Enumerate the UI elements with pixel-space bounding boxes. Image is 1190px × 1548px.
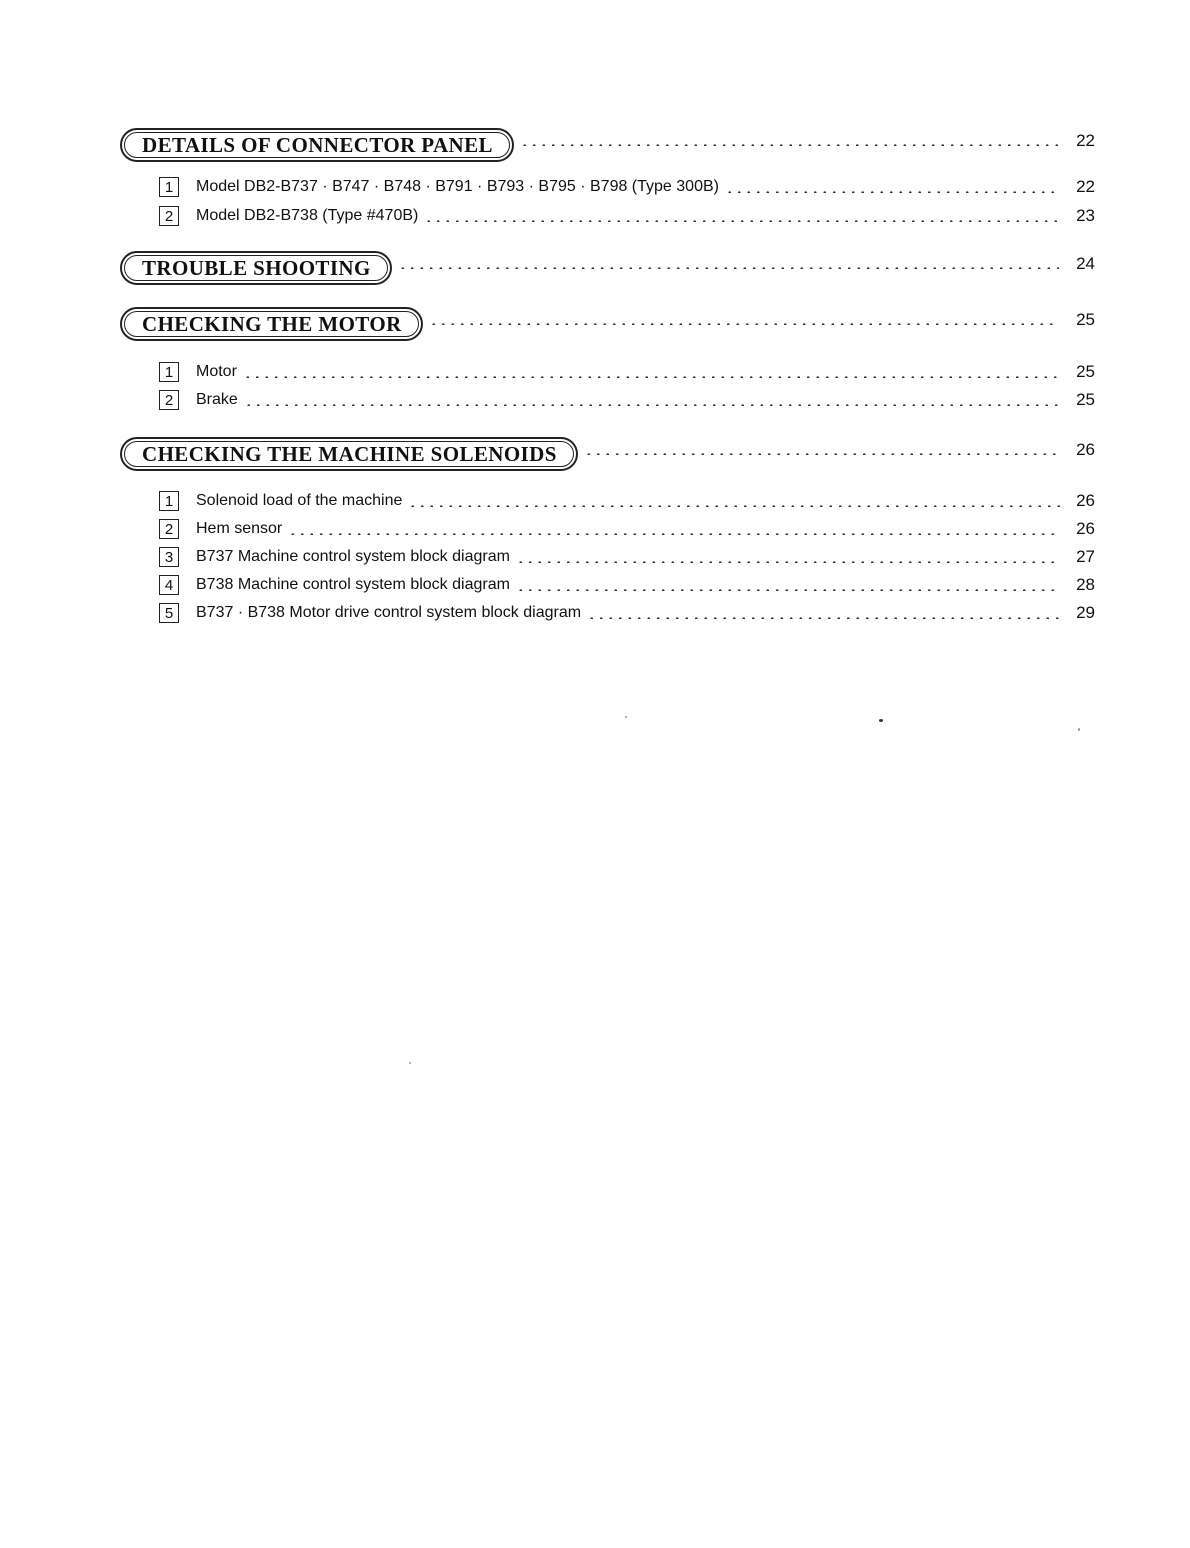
section-title: CHECKING THE MOTOR (124, 311, 419, 337)
entry-title: B737 Machine control system block diagram (196, 548, 510, 565)
dot-leader (424, 220, 1061, 222)
dot-leader (288, 533, 1061, 535)
scan-speck (879, 719, 883, 722)
section-title: CHECKING THE MACHINE SOLENOIDS (124, 441, 574, 467)
dot-leader (398, 267, 1059, 269)
item-number-box: 1 (159, 177, 179, 197)
entry-title: Brake (196, 391, 238, 408)
item-number-box: 2 (159, 390, 179, 410)
section-title-frame (120, 437, 578, 471)
toc-entry[interactable] (159, 601, 1095, 625)
item-number-box: 5 (159, 603, 179, 623)
entry-title: Model DB2-B737 · B747 · B748 · B791 · B793 · B795 · B798 (Type 300B) (196, 178, 719, 195)
entry-title: B737 · B738 Motor drive control system block diagram (196, 604, 582, 621)
page-number: 23 (1076, 206, 1095, 225)
toc-section-trouble-shooting[interactable] (120, 248, 1095, 288)
dot-leader (243, 376, 1061, 378)
toc-entry[interactable] (159, 489, 1095, 513)
dot-leader (408, 505, 1061, 507)
page-number: 24 (1076, 254, 1095, 273)
entry-title: B738 Machine control system block diagram (196, 576, 510, 593)
dot-leader (520, 144, 1059, 146)
toc-entry[interactable] (159, 388, 1095, 412)
toc-section-checking-motor[interactable] (120, 304, 1095, 344)
page-number: 28 (1076, 575, 1095, 594)
dot-leader (725, 191, 1061, 193)
section-title-frame (120, 251, 392, 285)
page-number: 22 (1076, 177, 1095, 196)
dot-leader (429, 323, 1059, 325)
toc-entry[interactable] (159, 517, 1095, 541)
section-title: TROUBLE SHOOTING (124, 255, 388, 281)
page-number: 29 (1076, 603, 1095, 622)
item-number-box: 2 (159, 519, 179, 539)
page-number: 22 (1076, 131, 1095, 150)
page-number: 25 (1076, 310, 1095, 329)
toc-entry[interactable] (159, 545, 1095, 569)
toc-section-machine-solenoids[interactable] (120, 434, 1095, 474)
entry-title: Hem sensor (196, 520, 283, 537)
page-number: 25 (1076, 362, 1095, 381)
page-number: 26 (1076, 440, 1095, 459)
scan-speck (409, 1062, 411, 1064)
dot-leader (516, 561, 1061, 563)
section-title-frame (120, 128, 514, 162)
dot-leader (587, 617, 1061, 619)
dot-leader (584, 453, 1059, 455)
item-number-box: 1 (159, 491, 179, 511)
toc-entry[interactable] (159, 573, 1095, 597)
entry-title: Model DB2-B738 (Type #470B) (196, 207, 419, 224)
toc-entry[interactable] (159, 175, 1095, 199)
scan-speck (1078, 728, 1080, 731)
item-number-box: 2 (159, 206, 179, 226)
section-title: DETAILS OF CONNECTOR PANEL (124, 132, 510, 158)
item-number-box: 3 (159, 547, 179, 567)
item-number-box: 1 (159, 362, 179, 382)
page-number: 27 (1076, 547, 1095, 566)
item-number-box: 4 (159, 575, 179, 595)
page-number: 25 (1076, 390, 1095, 409)
dot-leader (244, 404, 1061, 406)
entry-title: Solenoid load of the machine (196, 492, 403, 509)
page-number: 26 (1076, 491, 1095, 510)
page-number: 26 (1076, 519, 1095, 538)
toc-entry[interactable] (159, 360, 1095, 384)
scan-speck (625, 716, 627, 718)
section-title-frame (120, 307, 423, 341)
dot-leader (516, 589, 1061, 591)
entry-title: Motor (196, 363, 237, 380)
toc-section-connector-panel[interactable] (120, 125, 1095, 165)
toc-entry[interactable] (159, 204, 1095, 228)
